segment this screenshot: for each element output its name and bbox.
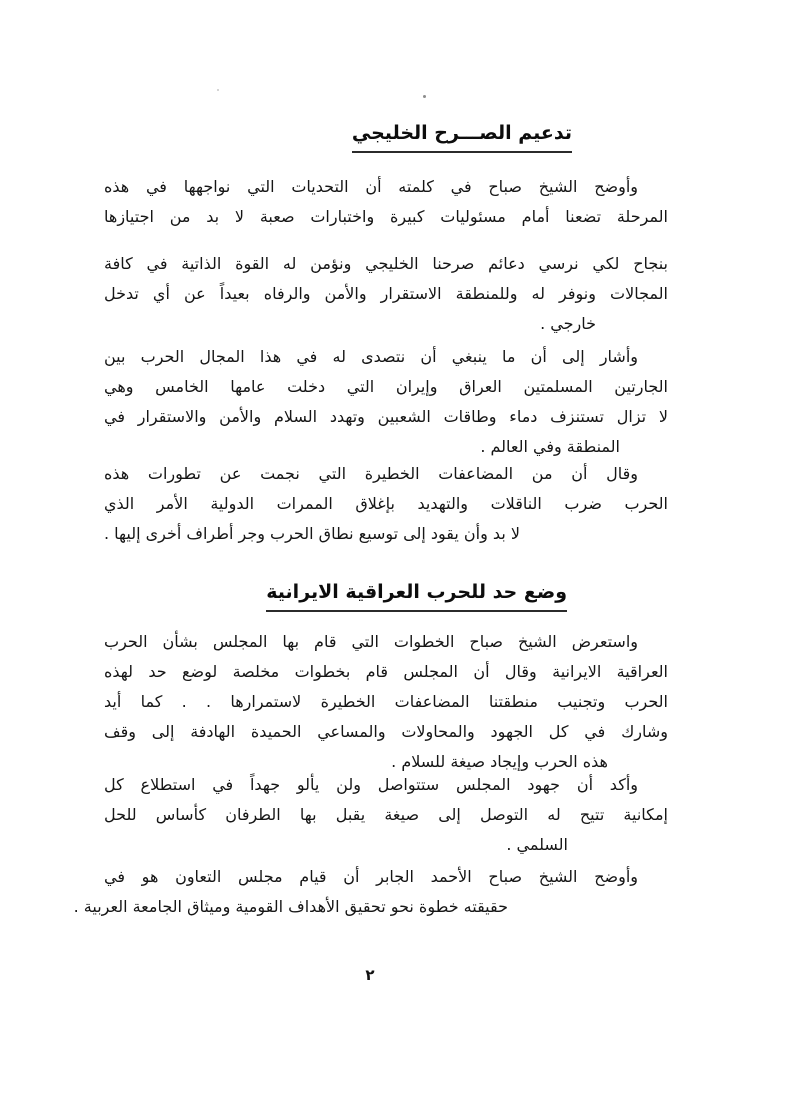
paragraph-line: وقال أن من المضاعفات الخطيرة التي نجمت عن تطورات هذه — [104, 464, 638, 483]
paragraph-line: واستعرض الشيخ صباح الخطوات التي قام بها المجلس بشأن الحرب — [104, 632, 638, 651]
paragraph-line: لا بد وأن يقود إلى توسيع نطاق الحرب وجر أطراف أخرى إليها . — [103, 524, 520, 543]
paragraph-line: الحرب ضرب الناقلات والتهديد بإغلاق الممرات الدولية الأمر الذي — [104, 494, 668, 513]
paragraph-line: العراقية الايرانية وقال أن المجلس قام بخطوات مخلصة لوضع حد لهذه — [104, 662, 668, 681]
paragraph-line: وأوضح الشيخ صباح الأحمد الجابر أن قيام مجلس التعاون هو في — [104, 867, 638, 886]
paragraph-4 — [104, 459, 668, 549]
paragraph-line: بنجاح لكي نرسي دعائم صرحنا الخليجي ونؤمن له القوة الذاتية في كافة — [104, 254, 668, 273]
paragraph-line: هذه الحرب وإيجاد صيغة للسلام . — [391, 752, 608, 771]
paragraph-6 — [104, 770, 668, 860]
paragraph-line: وأوضح الشيخ صباح في كلمته أن التحديات التي نواجهها في هذه — [104, 177, 638, 196]
paragraph-2 — [104, 249, 668, 339]
paragraph-5 — [104, 627, 668, 777]
section-heading: وضع حد للحرب العراقية الايرانية — [266, 581, 567, 612]
paragraph-line: المجالات ونوفر له وللمنطقة الاستقرار والأمن والرفاه بعيداً عن أي تدخل — [104, 284, 668, 303]
paragraph-line: المنطقة وفي العالم . — [480, 437, 620, 456]
paragraph-line: المرحلة تضعنا أمام مسئوليات كبيرة واختبارات صعبة لا بد من اجتيازها — [104, 207, 668, 226]
paragraph-line: حقيقته خطوة نحو تحقيق الأهداف القومية وميثاق الجامعة العربية . — [73, 897, 508, 916]
main-heading: تدعيم الصـــرح الخليجي — [352, 122, 572, 153]
paragraph-3 — [104, 342, 668, 462]
paragraph-line: الحرب وتجنيب منطقتنا المضاعفات الخطيرة لاستمرارها . . كما أيد — [104, 692, 668, 711]
paragraph-line: إمكانية تتيح له التوصل إلى صيغة يقبل بها الطرفان كأساس للحل — [104, 805, 668, 824]
paragraph-line: خارجي . — [540, 314, 596, 333]
paragraph-line: وشارك في كل الجهود والمحاولات والمساعي الحميدة الهادفة إلى وقف — [104, 722, 668, 741]
paragraph-line: لا تزال تستنزف دماء وطاقات الشعبين وتهدد السلام والأمن والاستقرار في — [104, 407, 668, 426]
paragraph-line: وأشار إلى أن ما ينبغي أن نتصدى له في هذا المجال الحرب بين — [104, 347, 638, 366]
page-number: ٢ — [365, 966, 375, 984]
paragraph-line: السلمي . — [506, 835, 568, 854]
paragraph-7 — [73, 862, 668, 922]
scan-artifact-dot — [423, 95, 426, 98]
paragraph-line: الجارتين المسلمتين العراق وإيران التي دخلت عامها الخامس وهي — [104, 377, 668, 396]
paragraph-1 — [104, 172, 668, 232]
scan-artifact-dot — [217, 89, 219, 91]
paragraph-line: وأكد أن جهود المجلس ستتواصل ولن يألو جهداً في استطلاع كل — [104, 775, 638, 794]
